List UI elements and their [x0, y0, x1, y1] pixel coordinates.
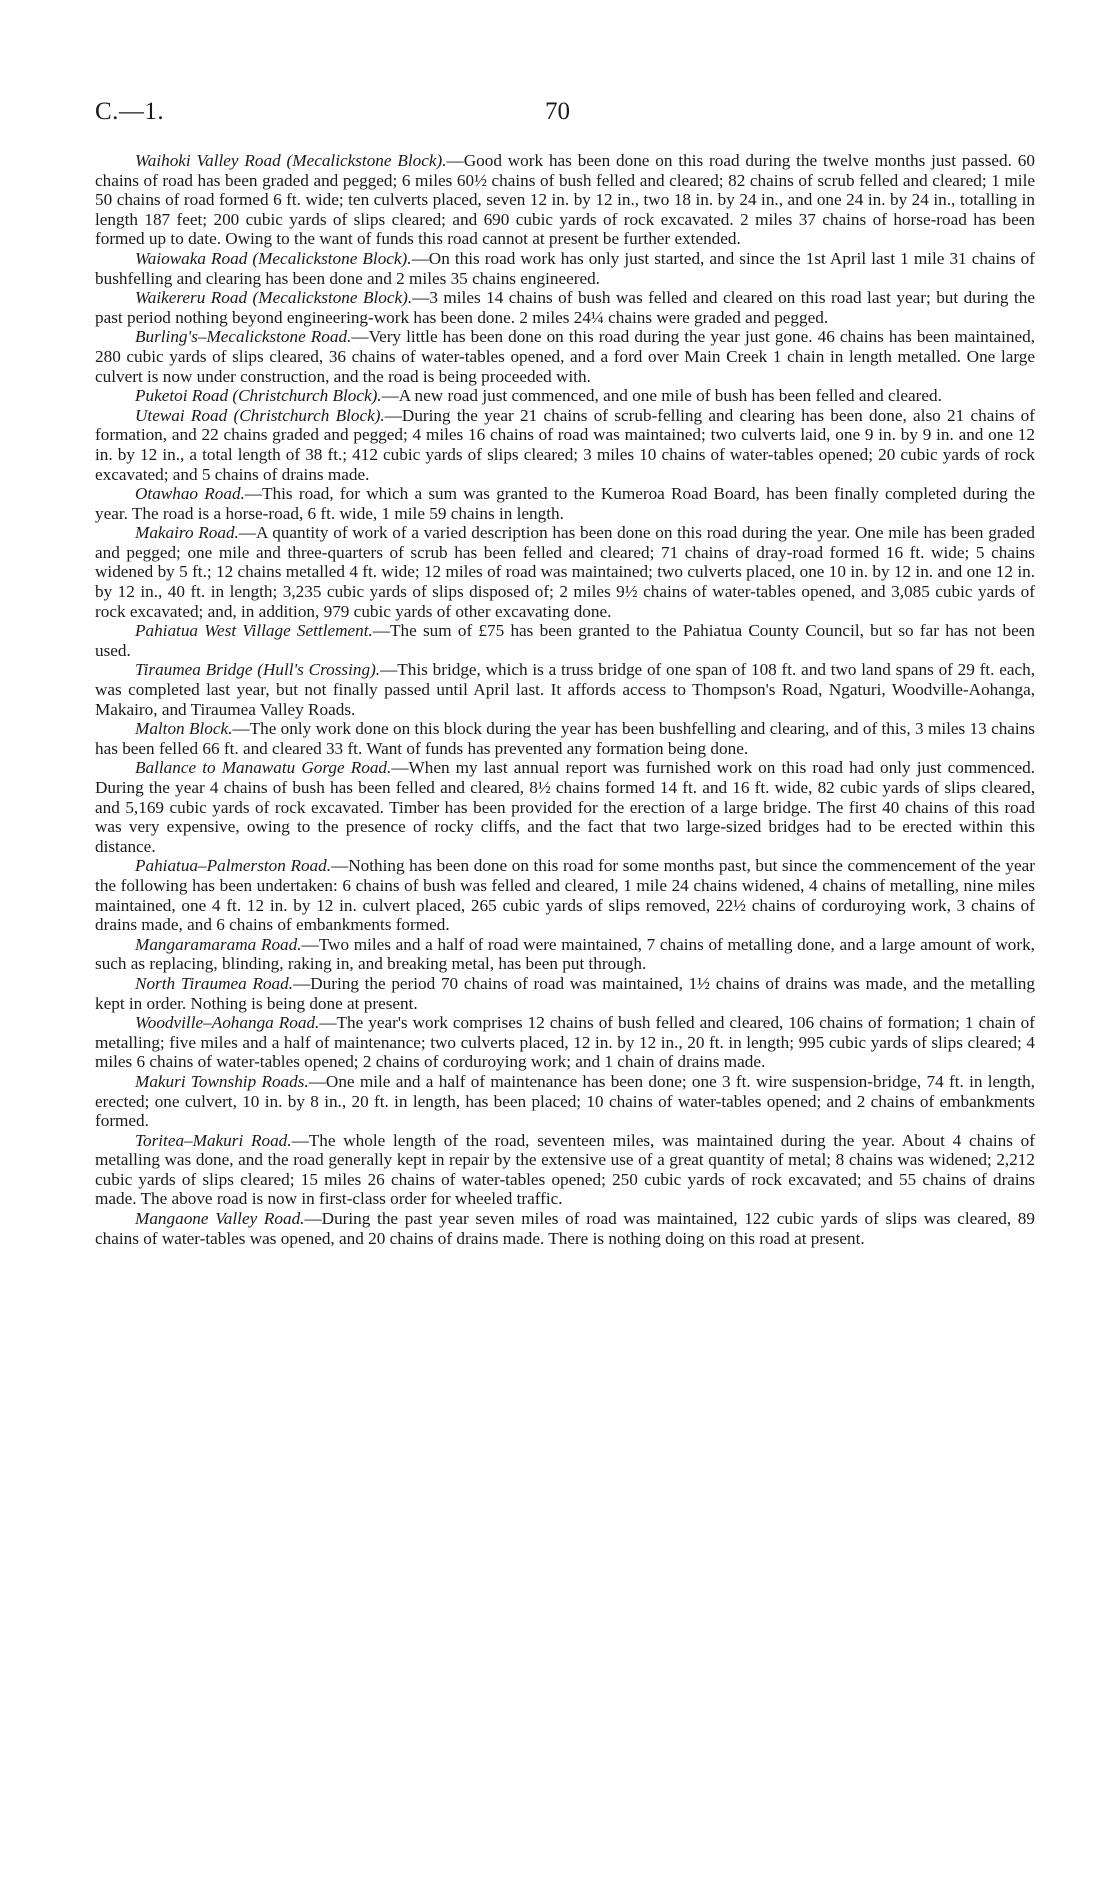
- paragraph-heading: Woodville–Aohanga Road.: [135, 1013, 320, 1033]
- paragraph-heading: Toritea–Makuri Road.: [135, 1130, 292, 1150]
- paragraph-waihoki-valley-road: [95, 151, 1035, 249]
- paragraph-heading: Makuri Township Roads.: [135, 1071, 309, 1091]
- paragraph-text: —During the past year seven miles of road was maintained, 122 cubic yards of slips was cleared, 89 chains of water-tables was opened, and 20 chains of drains made. There is nothing doing on this road at present.: [95, 1209, 1035, 1248]
- page-number: 70: [545, 98, 570, 125]
- paragraph-text: —Very little has been done on this road during the year just gone. 46 chains has been maintained, 280 cubic yards of slips cleared, 36 chains of water-tables opened, and a ford over Main Creek 1 chain in length metalled. One large culvert is now under construction, and the road is being proceeded with.: [95, 327, 1035, 386]
- paragraph-text: —When my last annual report was furnished work on this road had only just commenced. During the year 4 chains of bush has been felled and cleared, 8½ chains formed 14 ft. and 16 ft. wide, 82 cubic yards of slips cleared, and 5,169 cubic yards of rock excavated. Timber has been provided for the erection of a large bridge. The first 40 chains of this road was very expensive, owing to the presence of rocky cliffs, and the fact that two large-sized bridges had to be erected within this distance.: [95, 758, 1035, 856]
- paragraph-text: —During the period 70 chains of road was maintained, 1½ chains of drains was made, and the metalling kept in order. Nothing is being done at present.: [95, 973, 1035, 1013]
- paragraph-heading: Otawhao Road.: [135, 484, 245, 504]
- paragraph-burlings-mecalickstone-road: [95, 327, 1035, 386]
- paragraph-heading: North Tiraumea Road.: [135, 973, 294, 993]
- paragraph-heading: Malton Block.: [135, 719, 233, 739]
- paragraph-ballance-manawatu-gorge-road: [95, 758, 1035, 856]
- paragraph-heading: Waihoki Valley Road (Mecalickstone Block).: [135, 151, 447, 170]
- paragraph-woodville-aohanga-road: [95, 1013, 1035, 1072]
- paragraph-text: —Two miles and a half of road were maintained, 7 chains of metalling done, and a large amount of work, such as replacing, blinding, raking in, and breaking metal, has been put through.: [95, 934, 1035, 974]
- paragraph-pahiatua-palmerston-road: [95, 856, 1035, 934]
- paragraph-text: —The whole length of the road, seventeen miles, was maintained during the year. About 4 chains of metalling was done, and the road generally kept in repair by the extensive use of a great quantity of metal; 8 chains was widened; 2,212 cubic yards of slips cleared; 15 miles 26 chains of water-tables opened; 250 cubic yards of rock excavated; and 55 chains of drains made. The above road is now in first-class order for wheeled traffic.: [95, 1130, 1035, 1209]
- paragraph-text: —The only work done on this block during the year has been bushfelling and clearing, and of this, 3 miles 13 chains has been felled 66 ft. and cleared 33 ft. Want of funds has prevented any formation being done.: [95, 719, 1035, 758]
- paragraph-text: —One mile and a half of maintenance has been done; one 3 ft. wire suspension-bridge, 74 ft. in length, erected; one culvert, 10 in. by 8 in., 20 ft. in length, has been placed; 10 chains of water-tables opened; and 2 chains of embankments formed.: [95, 1071, 1035, 1131]
- paragraph-heading: Tiraumea Bridge (Hull's Crossing).: [135, 660, 381, 680]
- paragraph-heading: Burling's–Mecalickstone Road.: [135, 327, 352, 347]
- paragraph-text: —Nothing has been done on this road for some months past, but since the commencement of the year the following has been undertaken: 6 chains of bush was felled and cleared, 1 mile 24 chains widened, 4 chains of metalling, nine miles maintained, one 4 ft. 12 in. by 12 in. culvert placed, 265 cubic yards of slips removed, 22½ chains of corduroying work, 3 chains of drains made, and 6 chains of embankments formed.: [95, 856, 1035, 935]
- paragraph-makairo-road: [95, 523, 1035, 621]
- paragraph-text: —This road, for which a sum was granted to the Kumeroa Road Board, has been finally completed during the year. The road is a horse-road, 6 ft. wide, 1 mile 59 chains in length.: [95, 484, 1036, 523]
- paragraph-heading: Waiowaka Road (Mecalickstone Block).: [135, 248, 412, 268]
- paragraph-text: —A new road just commenced, and one mile of bush has been felled and cleared.: [381, 386, 942, 406]
- paragraph-mangaone-valley-road: [95, 1209, 1035, 1248]
- paragraph-tiraumea-bridge: [95, 660, 1035, 719]
- paragraph-puketoi-road: [95, 386, 1035, 406]
- page-header: [0, 98, 1114, 132]
- paragraph-heading: Pahiatua West Village Settlement.: [135, 621, 373, 641]
- paragraph-malton-block: [95, 719, 1035, 758]
- paragraph-north-tiraumea-road: [95, 974, 1035, 1013]
- paragraph-text: —The sum of £75 has been granted to the Pahiatua County Council, but so far has not been used.: [95, 621, 1035, 660]
- paragraph-heading: Mangaramarama Road.: [135, 934, 302, 954]
- paragraph-heading: Ballance to Manawatu Gorge Road.: [135, 758, 392, 778]
- paragraph-text: —This bridge, which is a truss bridge of one span of 108 ft. and two land spans of 29 ft. each, was completed last year, but not finally passed until April last. It affords access to Thompson's Road, Ngaturi, Woodville-Aohanga, Makairo, and Tiraumea Valley Roads.: [95, 660, 1035, 719]
- paragraph-toritea-makuri-road: [95, 1131, 1035, 1209]
- report-body: [95, 151, 1035, 1248]
- paragraph-utewai-road: [95, 406, 1035, 484]
- paragraph-heading: Waikereru Road (Mecalickstone Block).: [135, 288, 413, 308]
- paragraph-mangaramarama-road: [95, 935, 1035, 974]
- paragraph-text: —During the year 21 chains of scrub-felling and clearing has been done, also 21 chains of formation, and 22 chains graded and pegged; 4 miles 16 chains of road was maintained; two culverts laid, one 9 in. by 9 in. and one 12 in. by 12 in., a total length of 38 ft.; 412 cubic yards of slips cleared; 3 miles 10 chains of water-tables opened; 20 cubic yards of rock excavated; and 5 chains of drains made.: [95, 405, 1036, 484]
- paragraph-waikereru-road: [95, 288, 1035, 327]
- paragraph-heading: Mangaone Valley Road.: [135, 1209, 305, 1229]
- paragraph-heading: Utewai Road (Christchurch Block).: [135, 405, 385, 425]
- paragraph-pahiatua-west-village: [95, 621, 1035, 660]
- paragraph-heading: Puketoi Road (Christchurch Block).: [135, 386, 382, 406]
- document-reference: C.—1.: [95, 98, 165, 125]
- paragraph-text: —The year's work comprises 12 chains of bush felled and cleared, 106 chains of formation; 1 chain of metalling; five miles and a half of maintenance; two culverts placed, 12 in. by 12 in., 20 ft. in length; 995 cubic yards of slips cleared; 4 miles 6 chains of water-tables opened; 2 chains of corduroying work; and 1 chain of drains made.: [95, 1013, 1036, 1072]
- paragraph-heading: Pahiatua–Palmerston Road.: [135, 856, 332, 876]
- paragraph-text: —3 miles 14 chains of bush was felled and cleared on this road last year; but during the past period nothing beyond engineering-work has been done. 2 miles 24¼ chains were graded and pegged.: [95, 288, 1035, 327]
- paragraph-text: —On this road work has only just started, and since the 1st April last 1 mile 31 chains of bushfelling and clearing has been done and 2 miles 35 chains engineered.: [95, 248, 1036, 288]
- paragraph-waiowaka-road: [95, 249, 1035, 288]
- paragraph-makuri-township-roads: [95, 1072, 1035, 1131]
- paragraph-otawhao-road: [95, 484, 1035, 523]
- paragraph-text: —Good work has been done on this road during the twelve months just passed. 60 chains of road has been graded and pegged; 6 miles 60½ chains of bush felled and cleared; 82 chains of scrub felled and cleared; 1 mile 50 chains of road formed 6 ft. wide; ten culverts placed, seven 12 in. by 12 in., two 18 in. by 24 in., and one 24 in. by 24 in., totalling in length 187 feet; 200 cubic yards of slips cleared; and 690 cubic yards of rock excavated. 2 miles 37 chains of horse-road has been formed up to date. Owing to the want of funds this road cannot at present be further extended.: [95, 151, 1035, 249]
- paragraph-heading: Makairo Road.: [135, 523, 239, 543]
- paragraph-text: —A quantity of work of a varied description has been done on this road during the year. One mile has been graded and pegged; one mile and three-quarters of scrub has been felled and cleared; 71 chains of dray-road formed 16 ft. wide; 5 chains widened by 5 ft.; 12 chains metalled 4 ft. wide; 12 miles of road was maintained; two culverts placed, one 10 in. by 12 in. and one 12 in. by 12 in., 40 ft. in length; 3,235 cubic yards of slips disposed of; 2 miles 9½ chains of water-tables opened, and 3,085 cubic yards of rock excavated; and, in addition, 979 cubic yards of other excavating done.: [95, 523, 1035, 621]
